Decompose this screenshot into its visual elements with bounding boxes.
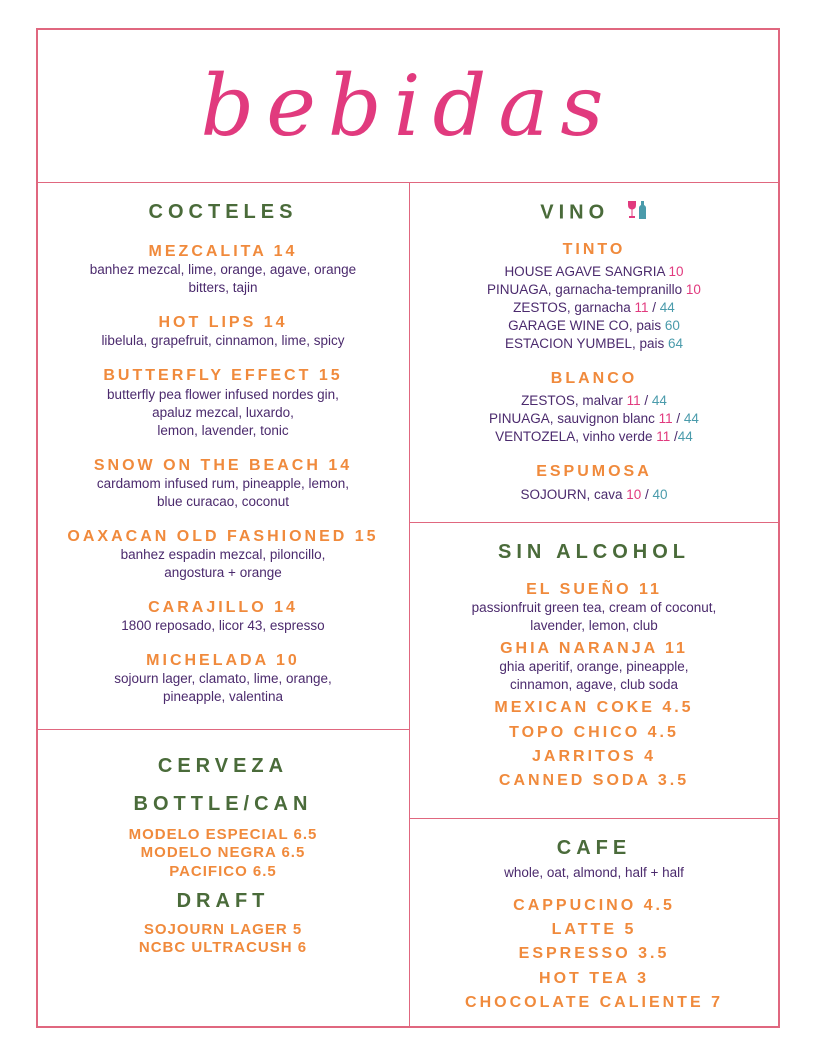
cocktail-name: CARAJILLO 14 <box>148 598 298 616</box>
title-divider <box>37 182 779 183</box>
cerveza-heading: CERVEZA <box>157 755 289 777</box>
beer-item: MODELO ESPECIAL 6.5 <box>128 826 318 843</box>
wine-item <box>410 299 778 317</box>
cocktail-name: MEZCALITA 14 <box>148 243 298 260</box>
draft-heading: DRAFT <box>176 889 270 912</box>
wine-item <box>410 335 778 353</box>
drink-description: passionfruit green tea, cream of coconut, <box>471 600 717 616</box>
cafe-item: HOT TEA 3 <box>539 969 649 987</box>
cocktail-description: pineapple, valentina <box>162 689 284 705</box>
cocktail-name: OAXACAN OLD FASHIONED 15 <box>67 527 379 545</box>
wine-item <box>410 486 778 504</box>
price-separator: / <box>648 300 660 316</box>
menu-title: bebidas <box>200 57 616 155</box>
drink-name: TOPO CHICO 4.5 <box>509 723 679 741</box>
wine-name: ZESTOS, garnacha <box>513 300 631 316</box>
sin-alcohol-heading: SIN ALCOHOL <box>497 541 691 563</box>
cocktail-name: MICHELADA 10 <box>146 652 300 670</box>
tinto-heading: TINTO <box>562 241 626 258</box>
vino-section <box>410 200 778 504</box>
wine-glass-price: 11 <box>634 300 649 316</box>
wine-item <box>410 428 778 446</box>
drink-name: MEXICAN COKE 4.5 <box>494 699 694 717</box>
drink-description: lavender, lemon, club <box>530 618 658 634</box>
cafe-section <box>410 836 778 1017</box>
wine-item <box>410 281 778 299</box>
wine-name: PINUAGA, sauvignon blanc <box>489 411 655 427</box>
wine-name: ESTACION YUMBEL, pais <box>504 336 665 352</box>
cocteles-heading: COCTELES <box>148 201 298 223</box>
beer-item: PACIFICO 6.5 <box>169 862 277 880</box>
cocktail-description: banhez espadin mezcal, piloncillo, <box>120 546 326 562</box>
wine-bottle-price: 44 <box>651 393 667 409</box>
cafe-item: ESPRESSO 3.5 <box>518 945 670 963</box>
cocktail-description: butterfly pea flower infused nordes gin, <box>107 386 339 402</box>
bottle-can-list <box>38 826 408 881</box>
wine-item <box>410 317 778 335</box>
cafe-heading: CAFE <box>556 837 632 859</box>
wine-name: HOUSE AGAVE SANGRIA <box>504 264 665 280</box>
blanco-list <box>410 392 778 446</box>
cocteles-section <box>38 200 408 706</box>
cocktail-description: cardamom infused rum, pineapple, lemon, <box>96 475 350 491</box>
wine-bottle-price: 44 <box>683 411 699 427</box>
wine-bottle-price: 44 <box>677 429 693 445</box>
tinto-list <box>410 263 778 353</box>
wine-bottle-price: 44 <box>659 300 675 316</box>
wine-glass-price: 10 <box>668 264 684 280</box>
price-separator: / <box>640 393 652 409</box>
drink-name: JARRITOS 4 <box>532 747 656 765</box>
cerveza-section <box>38 754 408 957</box>
cocktail-name: SNOW ON THE BEACH 14 <box>93 456 353 474</box>
cocktail-description: blue curacao, coconut <box>156 493 290 509</box>
beer-item: SOJOURN LAGER 5 <box>143 920 303 938</box>
espumosa-heading: ESPUMOSA <box>536 463 652 481</box>
wine-name: ZESTOS, malvar <box>521 393 623 409</box>
cocktail-description: angostura + orange <box>164 564 282 580</box>
wine-glass-price: 11 <box>656 429 671 445</box>
draft-list <box>38 921 408 958</box>
cafe-item: CAPPUCINO 4.5 <box>513 897 675 914</box>
cafe-item: CHOCOLATE CALIENTE 7 <box>465 993 723 1011</box>
beer-item: MODELO NEGRA 6.5 <box>140 844 306 862</box>
cafe-item: LATTE 5 <box>551 921 637 939</box>
wine-bottle-price: 64 <box>668 336 684 352</box>
sin-alcohol-list <box>410 580 778 795</box>
cocteles-list <box>38 242 408 706</box>
wine-glass-price: 11 <box>658 411 673 427</box>
cocktail-description: apaluz mezcal, luxardo, <box>152 404 294 420</box>
cocktail-name: BUTTERFLY EFFECT 15 <box>103 367 343 385</box>
blanco-heading: BLANCO <box>550 370 638 388</box>
wine-glass-price: 10 <box>685 282 701 298</box>
cocktail-description: libelula, grapefruit, cinnamon, lime, spicy <box>101 333 345 349</box>
cocktail-description: lemon, lavender, tonic <box>157 422 289 438</box>
drink-name: CANNED SODA 3.5 <box>498 771 690 789</box>
wine-name: SOJOURN, cava <box>520 486 623 502</box>
cafe-subtitle: whole, oat, almond, half + half <box>504 865 684 880</box>
cocktail-description: 1800 reposado, licor 43, espresso <box>121 618 325 634</box>
cocktail-name: HOT LIPS 14 <box>158 314 288 332</box>
espumosa-list <box>410 486 778 504</box>
drink-name: GHIA NARANJA 11 <box>500 640 688 658</box>
wine-glass-and-bottle-icon <box>626 200 648 226</box>
cafe-list <box>410 896 778 1012</box>
drink-name: EL SUEÑO 11 <box>526 581 662 598</box>
price-separator: / <box>670 429 678 445</box>
beer-item: NCBC ULTRACUSH 6 <box>138 939 308 957</box>
wine-bottle-price: 40 <box>652 486 668 502</box>
vino-heading-text: VINO <box>540 201 610 224</box>
wine-name: GARAGE WINE CO, pais <box>508 318 662 334</box>
wine-name: PINUAGA, garnacha-tempranillo <box>487 282 683 298</box>
cocktail-description: bitters, tajin <box>188 280 258 296</box>
wine-bottle-price: 60 <box>664 318 680 334</box>
sin-alcohol-section <box>410 540 778 795</box>
sinalcohol-cafe-divider <box>410 818 779 819</box>
wine-item <box>410 263 778 281</box>
drink-description: ghia aperitif, orange, pineapple, <box>499 659 689 675</box>
wine-item <box>410 410 778 428</box>
vino-sinalcohol-divider <box>410 522 779 523</box>
price-separator: / <box>641 486 653 502</box>
wine-item <box>410 392 778 410</box>
drink-description: cinnamon, agave, club soda <box>509 677 679 693</box>
wine-glass-price: 11 <box>626 393 641 409</box>
wine-glass-price: 10 <box>626 486 642 502</box>
cocktail-description: sojourn lager, clamato, lime, orange, <box>114 671 332 687</box>
cocktail-description: banhez mezcal, lime, orange, agave, orange <box>89 262 357 278</box>
cocteles-cerveza-divider <box>37 729 409 730</box>
price-separator: / <box>672 411 684 427</box>
bottle-can-heading: BOTTLE/CAN <box>133 793 313 815</box>
wine-name: VENTOZELA, vinho verde <box>495 429 653 445</box>
vino-heading <box>410 200 778 226</box>
